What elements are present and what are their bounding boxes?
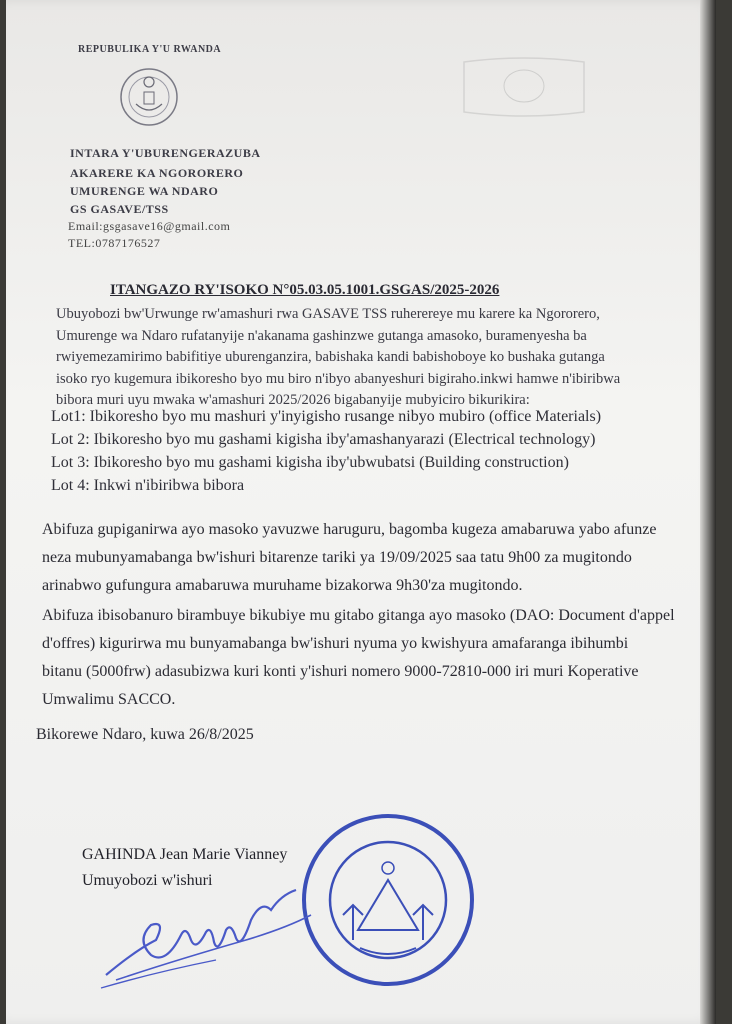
place-date: Bikorewe Ndaro, kuwa 26/8/2025 <box>36 726 254 743</box>
signatory-role: Umuyobozi w'ishuri <box>82 872 213 889</box>
faint-header-stamp-icon <box>454 54 594 124</box>
notice-title: ITANGAZO RY'ISOKO N°05.03.05.1001.GSGAS/2025-2026 <box>110 282 500 298</box>
intro-line: bibora muri uyu mwaka w'amashuri 2025/2026 bigabanyije mubyiciro bikurikira: <box>56 392 530 408</box>
rwanda-emblem-icon <box>114 64 184 130</box>
province-heading: INTARA Y'UBURENGERAZUBA <box>70 146 261 160</box>
sector-heading: UMURENGE WA NDARO <box>70 184 219 198</box>
lot-item: Lot 4: Inkwi n'ibiribwa bibora <box>51 477 245 494</box>
submission-line: Abifuza gupiganirwa ayo masoko yavuzwe haruguru, bagomba kugeza amabaruwa yabo afunze <box>42 521 657 538</box>
signatory-name: GAHINDA Jean Marie Vianney <box>82 846 288 863</box>
page-edge-shadow <box>700 0 716 1024</box>
lot-item: Lot1: Ibikoresho byo mu mashuri y'inyigisho rusange nibyo mubiro (office Materials) <box>51 408 602 425</box>
intro-paragraph <box>56 304 620 412</box>
submission-line: neza mubunyamabanga bw'ishuri bitarenze tariki ya 19/09/2025 saa tatu 9h00 za mugitondo <box>42 549 632 566</box>
district-heading: AKARERE KA NGORORERO <box>70 166 244 180</box>
details-line: Abifuza ibisobanuro birambuye bikubiye mu gitabo gitanga ayo masoko (DAO: Document d'appel <box>42 607 675 624</box>
submission-line: arinabwo gufungura amabaruwa muruhame bizakorwa 9h30'za mugitondo. <box>42 577 523 594</box>
details-line: d'offres) kigurirwa mu bunyamabanga bw'ishuri nyuma yo kwishyura amafaranga ibihumbi <box>42 635 629 652</box>
intro-line: Ubuyobozi bw'Urwunge rw'amashuri rwa GASAVE TSS ruherereye mu karere ka Ngororero, <box>56 306 600 322</box>
document-page <box>6 0 716 1024</box>
lot-item: Lot 2: Ibikoresho byo mu gashami kigisha iby'amashanyarazi (Electrical technology) <box>51 431 596 448</box>
details-line: bitanu (5000frw) adasubizwa kuri konti y'ishuri nomero 9000-72810-000 iri muri Koperative <box>42 663 639 680</box>
intro-line: rwiyemezamirimo babifitiye uburenganzira, babishaka kandi babishoboye ko bushaka gutanga <box>56 349 605 365</box>
republic-heading: REPUBULIKA Y'U RWANDA <box>78 44 222 55</box>
details-paragraph <box>42 602 675 714</box>
school-heading: GS GASAVE/TSS <box>70 202 169 216</box>
school-stamp-icon <box>298 810 478 990</box>
intro-line: Umurenge wa Ndaro rufatanyije n'akanama gashinzwe gutanga amasoko, buramenyesha ba <box>56 327 587 344</box>
details-line: Umwalimu SACCO. <box>42 691 176 708</box>
lot-item: Lot 3: Ibikoresho byo mu gashami kigisha iby'ubwubatsi (Building construction) <box>51 454 569 471</box>
handwritten-signature-icon <box>96 880 316 990</box>
intro-line: isoko ryo kugemura ibikoresho byo mu biro n'ibyo abanyeshuri bigiraho.inkwi hamwe n'ibiribwa <box>56 370 621 387</box>
school-email: Email:gsgasave16@gmail.com <box>68 219 231 233</box>
submission-paragraph <box>42 516 656 600</box>
school-phone: TEL:0787176527 <box>68 236 161 250</box>
